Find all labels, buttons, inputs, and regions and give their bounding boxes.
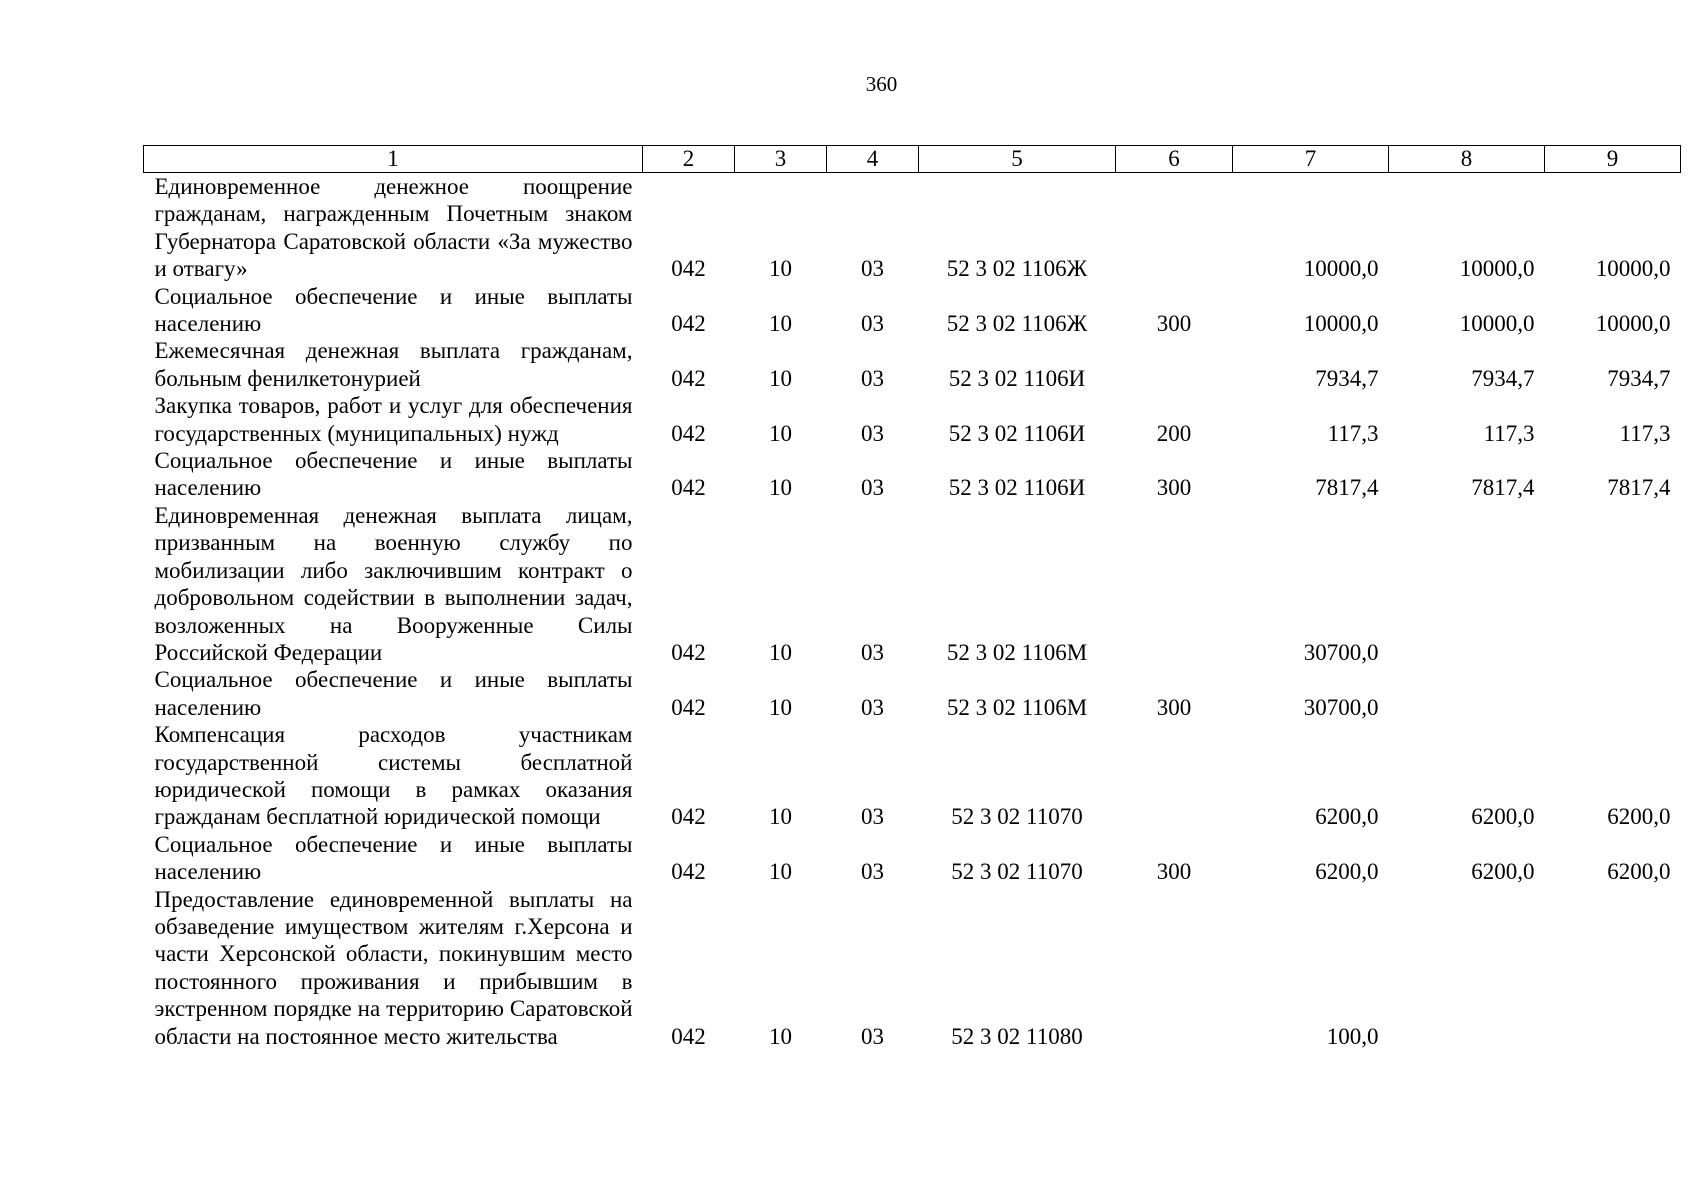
amount-col-7: 7817,4 xyxy=(1315,475,1379,501)
amount-col-9: 10000,0 xyxy=(1595,256,1671,282)
row-name: Ежемесячная денежная выплата гражданам, больным фенилкетонурией xyxy=(154,338,633,391)
column-header: 3 xyxy=(735,146,827,173)
section-code: 10 xyxy=(769,639,792,665)
target-article-code: 52 3 02 1106И xyxy=(948,475,1086,501)
amount-col-9: 7817,4 xyxy=(1607,475,1671,501)
row-name: Предоставление единовременной выплаты на обзаведение имуществом жителям г.Херсона и части Херсонской области, покинувшим место постоянного проживания и прибывшим в экстренном порядке на территорию Саратовской области на постоянное место жительства xyxy=(154,886,633,1049)
row-name: Социальное обеспечение и иные выплаты населению xyxy=(154,283,633,337)
amount-col-7: 7934,7 xyxy=(1315,365,1379,391)
expense-type-code xyxy=(1116,502,1233,666)
row-name: Социальное обеспечение и иные выплаты населению xyxy=(154,448,633,501)
page-number: 360 xyxy=(865,72,898,96)
subsection-code: 03 xyxy=(861,694,884,720)
amount-col-8: 7817,4 xyxy=(1471,475,1535,501)
expense-type-code: 300 xyxy=(1156,694,1192,720)
amount-col-7: 30700,0 xyxy=(1303,639,1379,665)
subsection-code: 03 xyxy=(861,420,884,446)
target-article-code: 52 3 02 1106И xyxy=(948,420,1086,446)
amount-col-7: 117,3 xyxy=(1327,420,1379,446)
ministry-code: 042 xyxy=(671,420,706,446)
table-row xyxy=(144,502,1681,666)
target-article-code: 52 3 02 1106Ж xyxy=(946,311,1088,337)
amount-col-9: 6200,0 xyxy=(1607,859,1671,885)
subsection-code: 03 xyxy=(861,256,884,282)
expense-type-code xyxy=(1116,721,1233,831)
section-code: 10 xyxy=(769,256,792,282)
expense-type-code: 300 xyxy=(1156,475,1192,501)
ministry-code: 042 xyxy=(671,475,706,501)
amount-col-9: 7934,7 xyxy=(1607,365,1671,391)
table-row xyxy=(144,283,1681,338)
target-article-code: 52 3 02 11080 xyxy=(951,1023,1083,1049)
table-row xyxy=(144,721,1681,831)
ministry-code: 042 xyxy=(671,1023,706,1049)
section-code: 10 xyxy=(769,475,792,501)
amount-col-8 xyxy=(1389,666,1545,721)
column-header: 5 xyxy=(919,146,1116,173)
subsection-code: 03 xyxy=(861,365,884,391)
table-header-row xyxy=(144,146,1681,173)
amount-col-9 xyxy=(1545,666,1681,721)
row-name: Социальное обеспечение и иные выплаты населению xyxy=(154,667,633,720)
amount-col-8: 7934,7 xyxy=(1471,365,1535,391)
table-row xyxy=(144,886,1681,1050)
ministry-code: 042 xyxy=(671,311,706,337)
amount-col-7: 6200,0 xyxy=(1315,804,1379,830)
section-code: 10 xyxy=(769,1023,792,1049)
ministry-code: 042 xyxy=(671,694,706,720)
column-header: 9 xyxy=(1545,146,1681,173)
ministry-code: 042 xyxy=(671,859,706,885)
amount-col-9 xyxy=(1545,502,1681,666)
amount-col-8: 117,3 xyxy=(1483,420,1535,446)
subsection-code: 03 xyxy=(861,475,884,501)
ministry-code: 042 xyxy=(671,804,706,830)
target-article-code: 52 3 02 1106М xyxy=(946,639,1088,665)
amount-col-8: 10000,0 xyxy=(1459,311,1535,337)
section-code: 10 xyxy=(769,859,792,885)
table-row xyxy=(144,447,1681,502)
target-article-code: 52 3 02 11070 xyxy=(951,859,1083,885)
subsection-code: 03 xyxy=(861,804,884,830)
budget-table xyxy=(143,145,1681,1050)
subsection-code: 03 xyxy=(861,859,884,885)
ministry-code: 042 xyxy=(671,256,706,282)
expense-type-code xyxy=(1116,337,1233,392)
subsection-code: 03 xyxy=(861,1023,884,1049)
target-article-code: 52 3 02 1106М xyxy=(946,694,1088,720)
section-code: 10 xyxy=(769,694,792,720)
amount-col-9: 117,3 xyxy=(1619,420,1671,446)
expense-type-code: 200 xyxy=(1156,420,1192,446)
column-header: 8 xyxy=(1389,146,1545,173)
column-header: 7 xyxy=(1233,146,1389,173)
ministry-code: 042 xyxy=(671,365,706,391)
table-row xyxy=(144,831,1681,886)
section-code: 10 xyxy=(769,804,792,830)
column-header: 2 xyxy=(643,146,735,173)
amount-col-8 xyxy=(1389,886,1545,1050)
target-article-code: 52 3 02 1106И xyxy=(948,365,1086,391)
amount-col-8 xyxy=(1389,502,1545,666)
target-article-code: 52 3 02 1106Ж xyxy=(946,256,1088,282)
subsection-code: 03 xyxy=(861,639,884,665)
row-name: Социальное обеспечение и иные выплаты населению xyxy=(154,831,633,885)
row-name: Единовременная денежная выплата лицам, призванным на военную службу по мобилизации либо заключившим контракт о добровольном содействии в выполнении задач, возложенных на Вооруженные Силы Российской Федерации xyxy=(154,502,633,665)
amount-col-7: 30700,0 xyxy=(1303,694,1379,720)
row-name: Компенсация расходов участникам государственной системы бесплатной юридической помощи в рамках оказания гражданам бесплатной юридической помощи xyxy=(154,722,633,830)
table-row xyxy=(144,173,1681,283)
row-name: Закупка товаров, работ и услуг для обеспечения государственных (муниципальных) нужд xyxy=(154,393,633,446)
table-row xyxy=(144,392,1681,447)
expense-type-code: 300 xyxy=(1156,859,1192,885)
ministry-code: 042 xyxy=(671,639,706,665)
section-code: 10 xyxy=(769,420,792,446)
amount-col-9 xyxy=(1545,886,1681,1050)
amount-col-9: 6200,0 xyxy=(1607,804,1671,830)
subsection-code: 03 xyxy=(861,311,884,337)
amount-col-7: 100,0 xyxy=(1326,1023,1379,1049)
amount-col-7: 10000,0 xyxy=(1303,256,1379,282)
section-code: 10 xyxy=(769,311,792,337)
expense-type-code xyxy=(1116,173,1233,283)
expense-type-code xyxy=(1116,886,1233,1050)
column-header: 4 xyxy=(827,146,919,173)
section-code: 10 xyxy=(769,365,792,391)
amount-col-8: 6200,0 xyxy=(1471,859,1535,885)
table-row xyxy=(144,666,1681,721)
amount-col-8: 6200,0 xyxy=(1471,804,1535,830)
target-article-code: 52 3 02 11070 xyxy=(951,804,1083,830)
amount-col-9: 10000,0 xyxy=(1595,311,1671,337)
column-header: 6 xyxy=(1116,146,1233,173)
amount-col-8: 10000,0 xyxy=(1459,256,1535,282)
amount-col-7: 6200,0 xyxy=(1315,859,1379,885)
row-name: Единовременное денежное поощрение гражданам, награжденным Почетным знаком Губернатора Саратовской области «За мужество и отвагу» xyxy=(154,174,633,282)
table-row xyxy=(144,337,1681,392)
amount-col-7: 10000,0 xyxy=(1303,311,1379,337)
column-header: 1 xyxy=(144,146,643,173)
expense-type-code: 300 xyxy=(1156,311,1192,337)
